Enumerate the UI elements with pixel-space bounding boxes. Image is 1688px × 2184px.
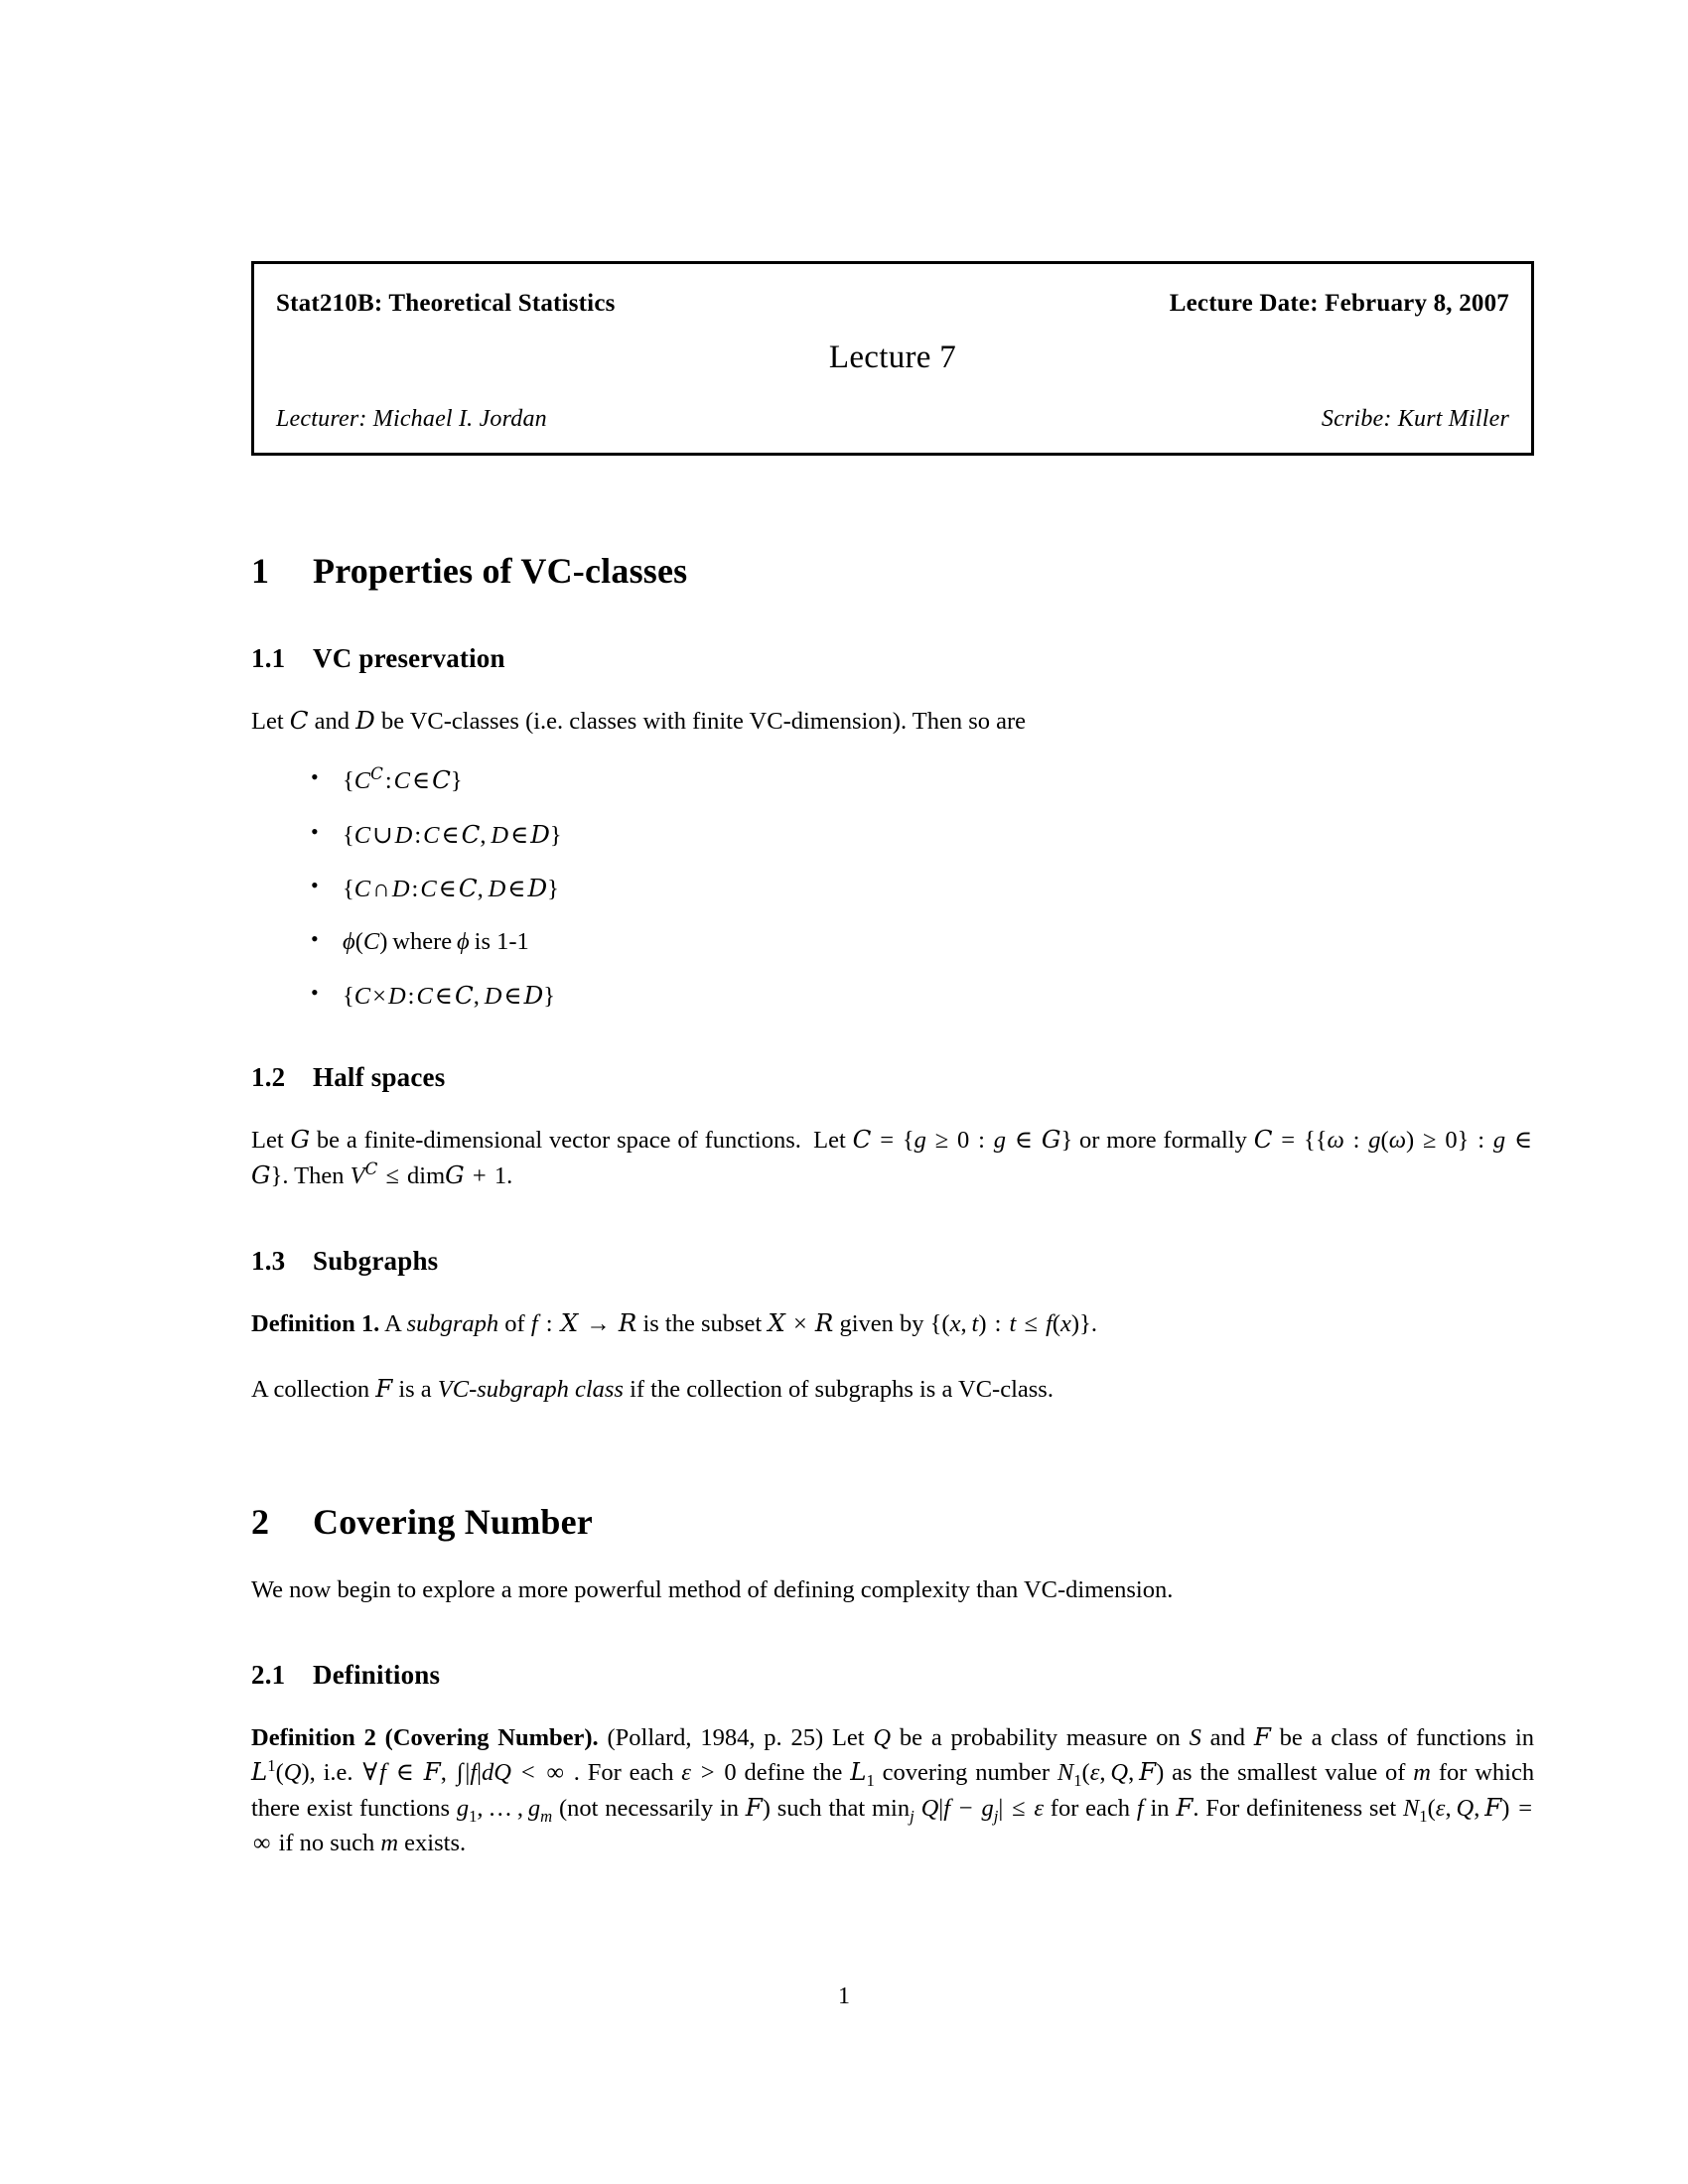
course-label: Stat210B: Theoretical Statistics (276, 290, 616, 317)
section-title-1: Properties of VC-classes (313, 551, 688, 591)
intro-text-c: be VC-classes (i.e. classes with finite VC-dimension). Then so are (374, 708, 1027, 736)
definition-2-label: Definition 2 (Covering Number). (251, 1723, 599, 1751)
math-calligraphic-d: D (355, 706, 375, 736)
subsection-title-1-1: VC preservation (313, 643, 505, 674)
subsection-heading-2-1 (251, 1660, 1534, 1691)
subsection-heading-1-2 (251, 1062, 1534, 1093)
subsection-title-1-3: Subgraphs (313, 1245, 439, 1276)
subsection-number-1-1: 1.1 (251, 643, 286, 674)
vc-preservation-list (251, 765, 1534, 1011)
vc-subgraph-class-emphasis: VC-subgraph class (437, 1375, 624, 1403)
definition-2: Definition 2 (Covering Number). (Pollard, 1984, p. 25) Let Q be a probability measure on S and F be a class of functions in $L^1(Q)$, i.e. ∀f ∈ F, ∫|f|dQ < ∞ . For each ε > 0 define the $L_1$ covering number $N_1(\varepsilon$, Q, F) as the smallest value of m for which there exist functions $g_1$, … , $g_m$ (not necessarily in F) such that $\min_j Q|f - g_j| \le \varepsilon$ for each f in F. For definiteness set $N_1(\varepsilon$, Q, F) = ∞ if no such m exists. (251, 1721, 1535, 1856)
paragraph-vc-subgraph-class: A collection F is a VC-subgraph class if the collection of subgraphs is a VC-class. (251, 1373, 1054, 1403)
subsection-heading-1-1 (251, 643, 1534, 674)
subsection-number-1-2: 1.2 (251, 1062, 286, 1093)
paragraph-vc-preservation-intro (251, 704, 1534, 740)
lecturer-label: Lecturer: Michael I. Jordan (276, 406, 547, 432)
scribe-label: Scribe: Kurt Miller (1321, 406, 1509, 432)
definition-1-emphasis: subgraph (406, 1309, 499, 1337)
section-title-2: Covering Number (313, 1502, 593, 1543)
page-number: 1 (838, 1983, 850, 2009)
list-item: • {C×D:C∈C, D∈D} (311, 981, 1534, 1011)
math-calligraphic-c: C (289, 706, 309, 736)
text-column (251, 261, 1534, 1861)
section-number-2: 2 (251, 1502, 270, 1543)
subsection-title-2-1: Definitions (313, 1659, 441, 1690)
lecture-date-label: Lecture Date: February 8, 2007 (1169, 290, 1509, 317)
paragraph-half-spaces: Let G be a finite-dimensional vector space of functions. Let C = {g ≥ 0 : g ∈ G} or more formally C = {{ω : g(ω) ≥ 0} : g ∈ G}. Then $V^C$ ≤ dimG + 1. (251, 1125, 1533, 1189)
list-item: • ϕ(C) where ϕ is 1-1 (311, 927, 1534, 956)
list-item: • {C∩D:C∈C, D∈D} (311, 874, 1534, 903)
lecture-title: Lecture 7 (828, 340, 957, 375)
list-item: • $\{C^C:C\in C\}$ (311, 765, 1534, 795)
subsection-number-1-3: 1.3 (251, 1245, 286, 1276)
paragraph-covering-number-intro: We now begin to explore a more powerful method of defining complexity than VC-dimension. (251, 1575, 1174, 1603)
subsection-heading-1-3 (251, 1246, 1534, 1277)
header-top-row (276, 290, 1509, 318)
intro-text-a: Let (251, 708, 290, 736)
definition-2-citation: (Pollard, 1984, p. 25) (607, 1723, 824, 1751)
section-number-1: 1 (251, 551, 270, 591)
list-item: • {C∪D:C∈C, D∈D} (311, 820, 1534, 850)
definition-1-label: Definition 1. (251, 1309, 380, 1337)
header-bottom-row (276, 406, 1509, 433)
section-heading-1 (251, 551, 1534, 592)
subsection-number-2-1: 2.1 (251, 1659, 286, 1690)
definition-1: Definition 1. A subgraph of f : X → R is the subset X × R given by {(x, t) : t ≤ f(x)}. (251, 1307, 1097, 1337)
section-heading-2 (251, 1502, 1534, 1543)
lecture-header-box (251, 261, 1534, 456)
subsection-title-1-2: Half spaces (313, 1062, 446, 1093)
intro-text-b: and (308, 708, 356, 736)
